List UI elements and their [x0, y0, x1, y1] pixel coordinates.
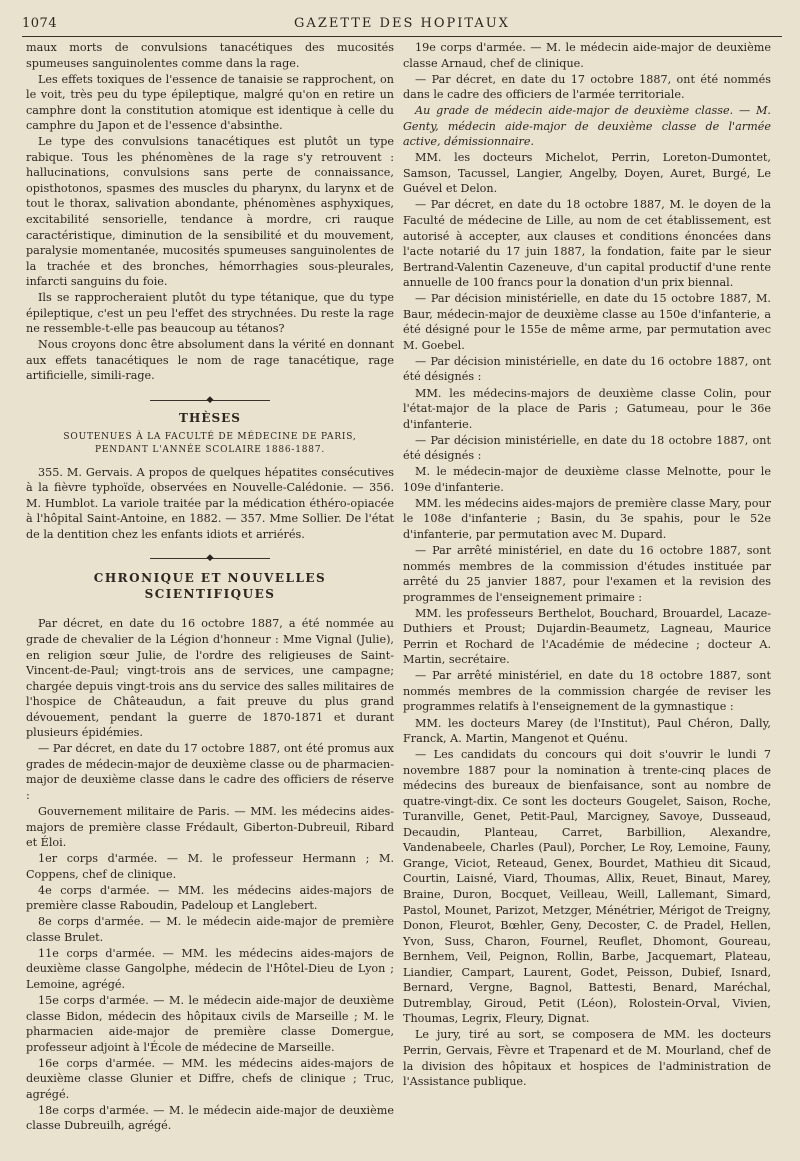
paragraph: M. le médecin-major de deuxième classe Melnotte, pour le 109e d'infanterie. [403, 465, 771, 494]
paragraph: Par décret, en date du 16 octobre 1887, a été nommée au grade de chevalier de la Légion d'honneur : Mme Vignal (Julie), en religion sœur Julie, de l'ordre des religieuses de Saint-Vincent-de-Paul; vingt-trois ans de services, une campagne; chargée depuis vingt-trois ans du service des salles militaires de l'hospice de Châteaudun, a fait preuve du plus grand dévouement, pendant la guerre de 1870-1871 et durant plusieurs épidémies. [26, 617, 394, 740]
theses-subheading: SOUTENUES À LA FACULTÉ DE MÉDECINE DE PARIS, [63, 431, 357, 442]
page-number: 1074 [22, 16, 58, 31]
paragraph: — Par arrêté ministériel, en date du 18 octobre 1887, sont nommés membres de la commission chargée de reviser les programmes relatifs à l'enseignement de la gymnastique : [403, 669, 771, 714]
chronique-heading: CHRONIQUE ET NOUVELLES SCIENTIFIQUES [93, 571, 327, 601]
paragraph: MM. les docteurs Michelot, Perrin, Loreton-Dumontet, Samson, Tacussel, Langier, Angelby, Doyen, Auret, Burgé, Le Guével et Delon. [403, 151, 771, 196]
paragraph: MM. les médecins-majors de deuxième classe Colin, pour l'état-major de la place de Paris ; Gatumeau, pour le 36e d'infanterie. [403, 386, 771, 431]
section-divider [26, 400, 394, 401]
paragraph: 11e corps d'armée. — MM. les médecins aides-majors de deuxième classe Gangolphe, médecin de l'Hôtel-Dieu de Lyon ; Lemoine, agrégé. [26, 946, 394, 991]
page-header [22, 12, 782, 37]
section-divider [26, 558, 394, 559]
paragraph: 15e corps d'armée. — M. le médecin aide-major de deuxième classe Bidon, médecin des hôpitaux civils de Marseille ; M. le pharmacien aide-major de première classe Domergue, professeur adjoint à l'École de médecine de Marseille. [26, 994, 394, 1054]
paragraph: MM. les médecins aides-majors de première classe Mary, pour le 108e d'infanterie ; Basin, du 3e spahis, pour le 52e d'infanterie, par permutation avec M. Dupard. [403, 496, 771, 541]
paragraph: MM. les docteurs Marey (de l'Institut), Paul Chéron, Dally, Franck, A. Martin, Mangenot et Quénu. [403, 716, 771, 746]
theses-heading: THÈSES [179, 411, 241, 426]
paragraph: — Par décret, en date du 17 octobre 1887, ont été promus aux grades de médecin-major de deuxième classe ou de pharmacien-major de deuxième classe dans le cadre des officiers de réserve : [26, 742, 394, 802]
paragraph: — Par décision ministérielle, en date du 18 octobre 1887, ont été désignés : [403, 433, 771, 463]
paragraph: — Par décret, en date du 17 octobre 1887, ont été nommés dans le cadre des officiers de l'armée territoriale. [403, 72, 771, 102]
paragraph: — Les candidats du concours qui doit s'ouvrir le lundi 7 novembre 1887 pour la nomination à trente-cinq places de médecins des bureaux de bienfaisance, sont au nombre de quatre-vingt-dix. Ce sont les docteurs Gougelet, Saison, Roche, Turanville, Genet, Petit-Paul, Marcigney, Savoye, Dusseaud, Decaudin, Planteau, Carret, Barbillion, Alexandre, Vandenabeele, Charles (Paul), Porcher, Le Roy, Lemoine, Fauny, Grange, Viciot, Reteaud, Genex, Bourdet, Mathieu dit Sicaud, Courtin, Laisné, Viard, Thoumas, Allix, Reuet, Binaut, Marey, Braine, Duron, Bocquet, Veilleau, Weill, Lallemant, Simard, Pastol, Mounet, Parizot, Metzger, Ménétrier, Mérigot de Treigny, Donon, Fleurot, Bœhler, Geny, Decoster, C. de Pradel, Hellen, Yvon, Suss, Charon, Fournel, Reuflet, Dhomont, Goureau, Bernhem, Veil, Peignon, Rollin, Barbe, Jacquemart, Plateau, Liandier, Campart, Laurent, Godet, Peisson, Dubief, Isnard, Bernard, Vergne, Bagnol, Battesti, Benard, Maréchal, Dutremblay, Giroud, Petit (Léon), Rolostein-Orval, Vivien, Thoumas, Legrix, Fleury, Dignat. [403, 748, 771, 1026]
paragraph: Ils se rapprocheraient plutôt du type tétanique, que du type épileptique, c'est un peu l'effet des strychnées. Du reste la rage ne ressemble-t-elle pas beaucoup au tétanos? [26, 291, 394, 336]
paragraph: Nous croyons donc être absolument dans la vérité en donnant aux effets tanacétiques le nom de rage tanacétique, rage artificielle, simili-rage. [26, 338, 394, 383]
journal-title: GAZETTE DES HOPITAUX [294, 16, 510, 31]
paragraph: — Par décision ministérielle, en date du 15 octobre 1887, M. Baur, médecin-major de deuxième classe au 150e d'infanterie, a été désigné pour le 155e de même arme, par permutation avec M. Goebel. [403, 292, 771, 352]
paragraph: Les effets toxiques de l'essence de tanaisie se rapprochent, on le voit, très peu du type épileptique, malgré qu'on en retire un camphre dont la constitution atomique est identique à celle du camphre du Japon et de l'essence d'absinthe. [26, 72, 394, 133]
paragraph: maux morts de convulsions tanacétiques des mucosités spumeuses sanguinolentes comme dans la rage. [26, 41, 394, 70]
paragraph: — Par décret, en date du 18 octobre 1887, M. le doyen de la Faculté de médecine de Lille, au nom de cet établissement, est autorisé à accepter, aux clauses et conditions énoncées dans l'acte notarié du 17 juin 1887, la fondation, faite par le sieur Bertrand-Valentin Cazeneuve, d'un capital productif d'une rente annuelle de 100 francs pour la donation d'un prix biennal. [403, 198, 771, 290]
left-column [26, 40, 394, 1134]
right-column [403, 40, 771, 1090]
paragraph: 16e corps d'armée. — MM. les médecins aides-majors de deuxième classe Glunier et Diffre, chefs de clinique ; Truc, agrégé. [26, 1056, 394, 1101]
paragraph: 1er corps d'armée. — M. le professeur Hermann ; M. Coppens, chef de clinique. [26, 852, 394, 881]
paragraph: 4e corps d'armée. — MM. les médecins aides-majors de première classe Raboudin, Padeloup et Langlebert. [26, 883, 394, 913]
paragraph: Le jury, tiré au sort, se composera de MM. les docteurs Perrin, Gervais, Fèvre et Trapenard et de M. Mourland, chef de la division des hôpitaux et hospices de l'administration de l'Assistance publique. [403, 1028, 771, 1089]
paragraph: — Par arrêté ministériel, en date du 16 octobre 1887, sont nommés membres de la commission d'études instituée par arrêté du 25 janvier 1887, pour l'examen et la revision des programmes de l'enseignement primaire : [403, 544, 771, 604]
paragraph: 18e corps d'armée. — M. le médecin aide-major de deuxième classe Dubreuilh, agrégé. [26, 1103, 394, 1133]
paragraph: Gouvernement militaire de Paris. — MM. les médecins aides-majors de première classe Frédault, Giberton-Dubreuil, Ribard et Éloi. [26, 804, 394, 850]
theses-list: 355. M. Gervais. A propos de quelques hépatites consécutives à la fièvre typhoïde, observées en Nouvelle-Calédonie. — 356. M. Humblot. La variole traitée par la médication éthéro-opiacée à l'hôpital Saint-Antoine, en 1882. — 357. Mme Sollier. De l'état de la dentition chez les enfants idiots et arriérés. [26, 465, 394, 541]
paragraph: Le type des convulsions tanacétiques est plutôt un type rabique. Tous les phénomènes de la rage s'y retrouvent : hallucinations, convulsions sans perte de connaissance, opisthotonos, spasmes des muscles du pharynx, du larynx et de tout le thorax, salivation abondante, phénomènes asphyxiques, excitabilité sensorielle, tendance à mordre, cri rauque caractéristique, diminution de la sensibilité et du mouvement, paralysie momentanée, mucosités spumeuses sanguinolentes de la trachée et des bronches, hémorrhagies sous-pleurales, infarcti sanguins du foie. [26, 135, 394, 289]
paragraph: MM. les professeurs Berthelot, Bouchard, Brouardel, Lacaze-Duthiers et Proust; Dujardin-Beaumetz, Lagneau, Maurice Perrin et Rochard de l'Académie de médecine ; docteur A. Martin, secrétaire. [403, 606, 771, 667]
paragraph: — Par décision ministérielle, en date du 16 octobre 1887, ont été désignés : [403, 354, 771, 384]
theses-subheading-year: PENDANT L'ANNÉE SCOLAIRE 1886-1887. [94, 444, 326, 455]
paragraph: 8e corps d'armée. — M. le médecin aide-major de première classe Brulet. [26, 915, 394, 944]
paragraph: Au grade de médecin aide-major de deuxième classe. — M. Genty, médecin aide-major de deuxième classe de l'armée active, démissionnaire. [403, 104, 771, 149]
paragraph: 19e corps d'armée. — M. le médecin aide-major de deuxième classe Arnaud, chef de clinique. [403, 41, 771, 70]
